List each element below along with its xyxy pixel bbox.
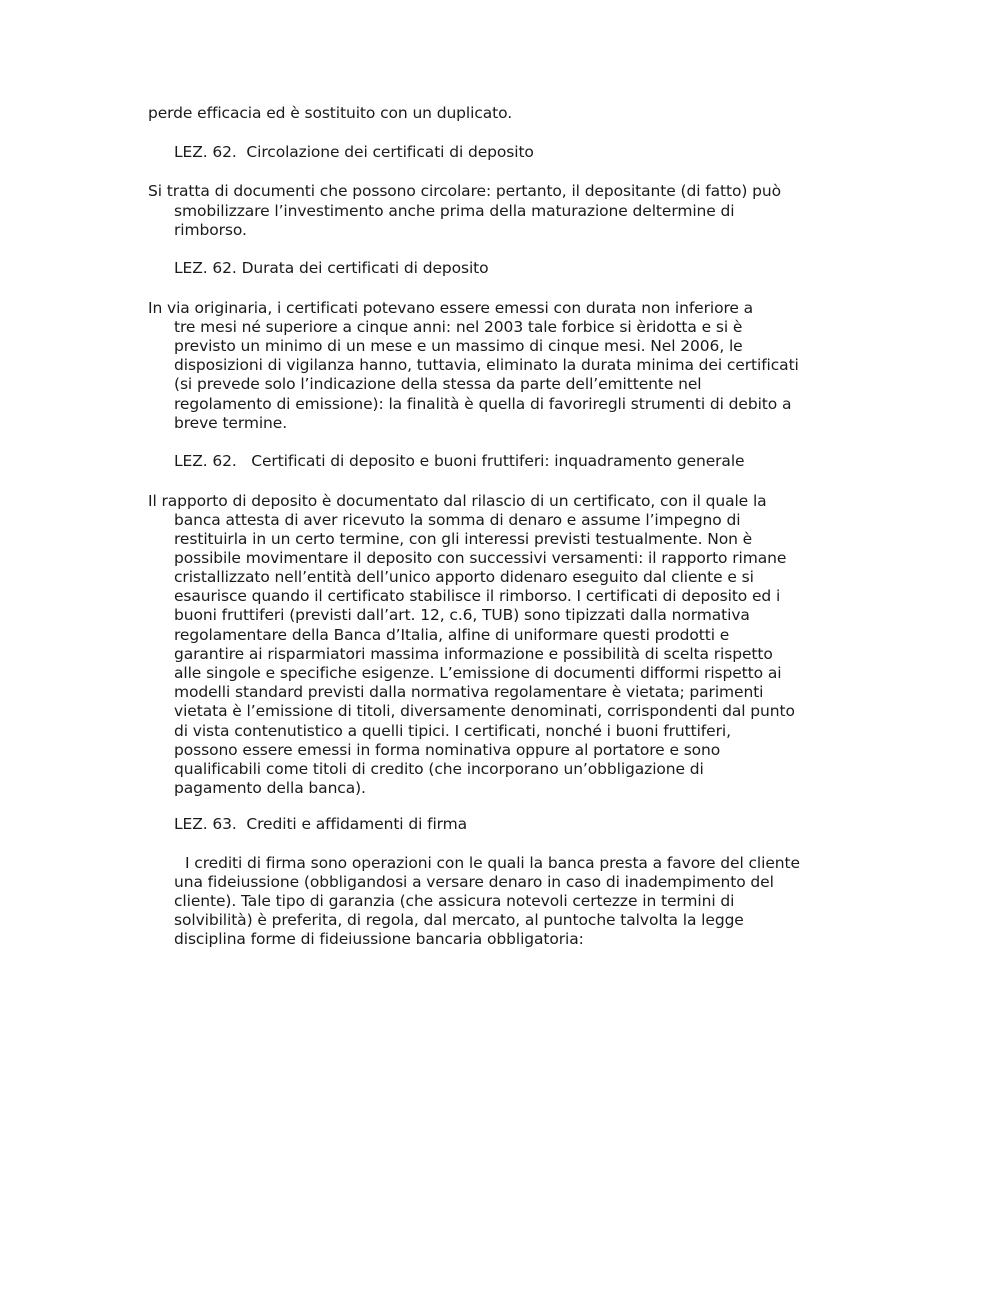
body-text-line: buoni fruttiferi (previsti dall’art. 12, c.6, TUB) sono tipizzati dalla normativa	[174, 606, 750, 624]
section-heading: LEZ. 63. Crediti e affidamenti di firma	[174, 815, 468, 833]
body-text-line: In via originaria, i certificati potevano essere emessi con durata non inferiore a	[148, 299, 754, 317]
section-heading: LEZ. 62. Circolazione dei certificati di deposito	[174, 143, 534, 161]
body-text-line: Si tratta di documenti che possono circolare: pertanto, il depositante (di fatto) può	[148, 182, 781, 200]
body-text-line: vietata è l’emissione di titoli, diversamente denominati, corrispondenti dal punto	[174, 702, 795, 720]
body-text-line: disciplina forme di fideiussione bancaria obbligatoria:	[174, 930, 584, 948]
body-text-line: garantire ai risparmiatori massima informazione e possibilità di scelta rispetto	[174, 645, 773, 663]
body-text-line: alle singole e specifiche esigenze. L’emissione di documenti difformi rispetto ai	[174, 664, 782, 682]
body-text-line: possibile movimentare il deposito con successivi versamenti: il rapporto rimane	[174, 549, 787, 567]
body-text-line: esaurisce quando il certificato stabilisce il rimborso. I certificati di deposito ed i	[174, 587, 781, 605]
section-heading: LEZ. 62. Certificati di deposito e buoni fruttiferi: inquadramento generale	[174, 452, 745, 470]
section-heading: LEZ. 62. Durata dei certificati di deposito	[174, 259, 489, 277]
body-text-line: modelli standard previsti dalla normativa regolamentare è vietata; parimenti	[174, 683, 764, 701]
body-text-line: smobilizzare l’investimento anche prima della maturazione deltermine di	[174, 202, 735, 220]
body-text-line: qualificabili come titoli di credito (che incorporano un’obbligazione di	[174, 760, 704, 778]
body-text-line: tre mesi né superiore a cinque anni: nel 2003 tale forbice si èridotta e si è	[174, 318, 743, 336]
body-text-line: perde efficacia ed è sostituito con un duplicato.	[148, 104, 513, 122]
body-text-line: banca attesta di aver ricevuto la somma di denaro e assume l’impegno di	[174, 511, 741, 529]
body-text-line: cristallizzato nell’entità dell’unico apporto didenaro eseguito dal cliente e si	[174, 568, 754, 586]
body-text-line: una fideiussione (obbligandosi a versare denaro in caso di inadempimento del	[174, 873, 774, 891]
body-text-line: di vista contenutistico a quelli tipici. I certificati, nonché i buoni fruttiferi,	[174, 722, 731, 740]
body-text-line: possono essere emessi in forma nominativa oppure al portatore e sono	[174, 741, 721, 759]
body-text-line: I crediti di firma sono operazioni con le quali la banca presta a favore del cliente	[185, 854, 800, 872]
body-text-line: regolamentare della Banca d’Italia, alfine di uniformare questi prodotti e	[174, 626, 730, 644]
body-text-line: solvibilità) è preferita, di regola, dal mercato, al puntoche talvolta la legge	[174, 911, 744, 929]
body-text-line: disposizioni di vigilanza hanno, tuttavia, eliminato la durata minima dei certificati	[174, 356, 799, 374]
body-text-line: restituirla in un certo termine, con gli interessi previsti testualmente. Non è	[174, 530, 753, 548]
body-text-line: previsto un minimo di un mese e un massimo di cinque mesi. Nel 2006, le	[174, 337, 743, 355]
body-text-line: regolamento di emissione): la finalità è quella di favoriregli strumenti di debito a	[174, 395, 792, 413]
body-text-line: rimborso.	[174, 221, 247, 239]
body-text-line: cliente). Tale tipo di garanzia (che assicura notevoli certezze in termini di	[174, 892, 735, 910]
body-text-line: pagamento della banca).	[174, 779, 366, 797]
body-text-line: breve termine.	[174, 414, 288, 432]
body-text-line: Il rapporto di deposito è documentato dal rilascio di un certificato, con il quale la	[148, 492, 767, 510]
body-text-line: (si prevede solo l’indicazione della stessa da parte dell’emittente nel	[174, 375, 702, 393]
